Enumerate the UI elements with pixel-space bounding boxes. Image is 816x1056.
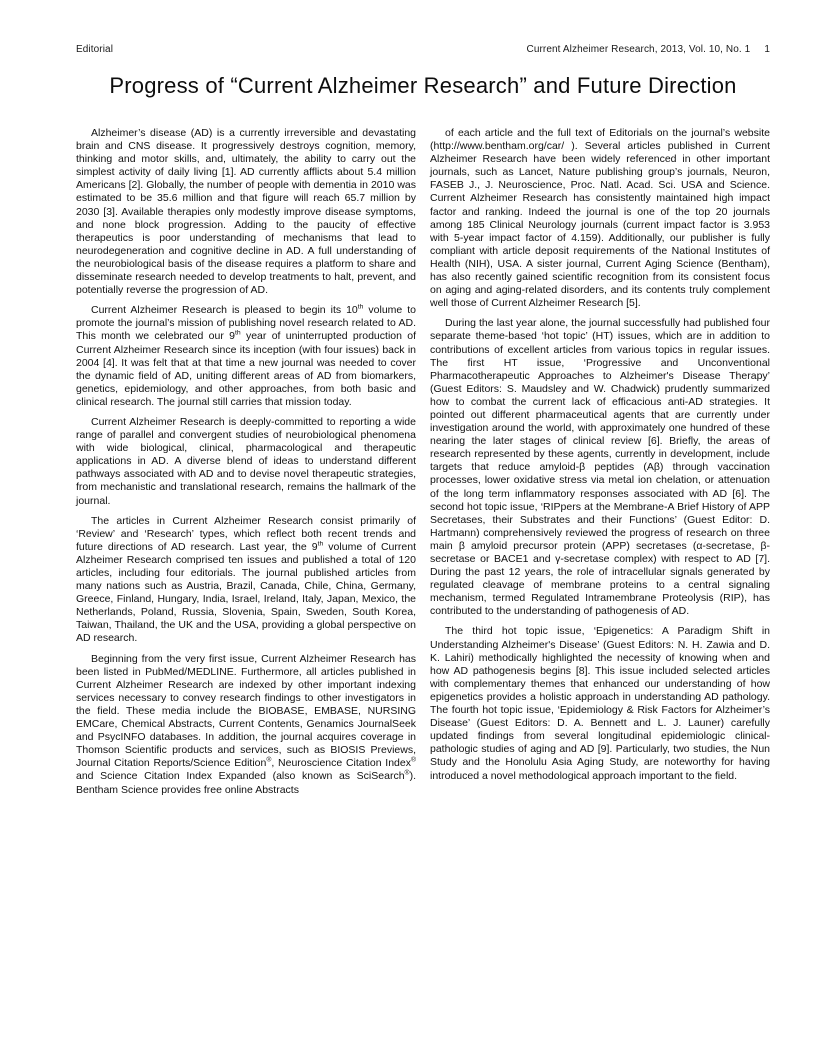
paragraph: During the last year alone, the journal successfully had published four separate theme-based ‘hot topic’ (HT) issues, which are in addition to contributions of excellent articles from various topics in regular issues. The first HT issue, ‘Progressive and Unconventional Pharmacotherapeutic Approaches to Alzheimer's Disease Therapy’ (Guest Editors: S. Maudsley and W. Chadwick) prudently summarized how to combat the current lack of efficacious anti-AD strategies. It pointed out different pharmaceutical agents that are currently under investigation around the world, with approximately one hundred of these nearing the later stages of clinical review [6]. Briefly, the areas of research represented by these agents, currently in development, include targets that reduce amyloid-β peptides (Aβ) through vaccination processes, lower oxidative stress via metal ion chelation, or attenuation of the long term inflammatory responses associated with AD [6]. The second hot topic issue, ‘RIPpers at the Membrane-A Brief History of APP Secretases, their Substrates and their Functions’ (Guest Editor: D. Hartmann) comprehensively reviewed the progress of research on three main β amyloid precursor protein (APP) secretases (α-secretase, β-secretase or BACE1 and γ-secretase complex) with respect to AD [7]. During the past 12 years, the role of intracellular signals generated by regulated cleavage of membrane proteins to a central signaling mechanism, termed Regulated Intramembrane Proteolysis (RIP), has contributed to the understanding of pathogenesis of AD. <box>430 317 770 618</box>
left-column <box>76 127 416 804</box>
page-number: 1 <box>764 44 770 55</box>
running-head-section: Editorial <box>76 44 114 55</box>
article-body <box>76 127 770 804</box>
running-head <box>76 44 770 55</box>
paragraph: Current Alzheimer Research is deeply-committed to reporting a wide range of parallel and convergent studies of neurobiological phenomena with wide biological, clinical, pharmacological and therapeutic applications in AD. A diverse blend of ideas to understand different pathways associated with AD and to devise novel therapeutic strategies, from mechanistic and translational research, remains the hallmark of the journal. <box>76 415 416 507</box>
article-title: Progress of “Current Alzheimer Research” and Future Direction <box>109 73 737 98</box>
paragraph: The third hot topic issue, ‘Epigenetics: A Paradigm Shift in Understanding Alzheimer's Disease’ (Guest Editors: N. H. Zawia and D. K. Lahiri) methodically highlighted the necessity of knowing when and how AD pathogenesis begins [8]. This issue included selected articles with complementary themes that enhanced our understanding of how epigenetics provides a holistic approach in understanding AD pathology. The fourth hot topic issue, ‘Epidemiology & Risk Factors for Alzheimer’s Disease’ (Guest Editors: D. A. Bennett and L. J. Launer) carefully updated findings from several longitudinal epidemiologic clinical-pathologic studies of aging and AD [9]. Particularly, two studies, the Nun Study and the Honolulu Asia Aging Study, are noteworthy for having introduced a novel methodological approach important to the field. <box>430 625 770 782</box>
running-head-right <box>527 44 770 55</box>
paragraph: Alzheimer’s disease (AD) is a currently irreversible and devastating brain and CNS disease. It progressively destroys cognition, memory, thinking and motor skills, and, ultimately, the ability to carry out the simplest activity of daily living [1]. AD currently afflicts about 5.4 million Americans [2]. Globally, the number of people with dementia in 2010 was estimated to be 35.6 million and that figure will reach 65.7 million by 2030 [3]. Available therapies only modestly improve disease symptoms, and none block progression. Adding to the paucity of effective therapeutics is poor understanding of mechanisms that lead to neurodegeneration and cognitive decline in AD. A full understanding of the neurobiological basis of the disease requires a platform to share and disseminate research needed to develop treatments to halt, prevent, and potentially reverse the progression of AD. <box>76 127 416 297</box>
running-head-journal-ref: Current Alzheimer Research, 2013, Vol. 10, No. 1 <box>526 44 751 55</box>
paragraph: Current Alzheimer Research is pleased to begin its 10th volume to promote the journal’s mission of publishing novel research related to AD. This month we celebrated our 9th year of uninterrupted production of Current Alzheimer Research since its inception (with four issues) back in 2004 [4]. It was felt that at that time a new journal was needed to cover the dynamic field of AD, uniting different areas of AD from biomarkers, genetics, epidemiology, and other approaches, from both basic and clinical research. The journal still carries that mission today. <box>76 303 417 408</box>
paragraph: Beginning from the very first issue, Current Alzheimer Research has been listed in PubMed/MEDLINE. Furthermore, all articles published in Current Alzheimer Research are indexed by other important indexing services necessary to convey research findings to other investigators in the field. These media include the BIOBASE, EMBASE, NURSING EMCare, Chemical Abstracts, Current Contents, Genamics JournalSeek and PsycINFO databases. In addition, the journal acquires coverage in Thomson Scientific products and services, such as BIOSIS Previews, Journal Citation Reports/Science Edition®, Neuroscience Citation Index® and Science Citation Index Expanded (also known as SciSearch®). Bentham Science provides free online Abstracts <box>76 652 417 796</box>
right-column <box>430 127 770 804</box>
paragraph: of each article and the full text of Editorials on the journal’s website (http://www.bentham.org/car/ ). Several articles published in Current Alzheimer Research have been widely referenced in other important journals, such as Lancet, Nature publishing group’s journals, Neuron, FASEB J., J. Neuroscience, Proc. Natl. Acad. Sci. USA and Science. Current Alzheimer Research has consistently maintained high impact factor and ranking. Indeed the journal is one of the top 20 journals among 185 Clinical Neurology journals (current impact factor is 3.953 with 5-year impact factor of 4.159). Additionally, our publisher is fully compliant with article deposit requirements of the National Institutes of Health (NIH), USA. A sister journal, Current Aging Science (Bentham), has also recently gained scientific recognition from its consistent focus on aging and aging-related disorders, and its contents truly complement well those of Current Alzheimer Research [5]. <box>430 127 770 310</box>
paragraph: The articles in Current Alzheimer Research consist primarily of ‘Review’ and ‘Research’ types, which reflect both recent trends and future directions of AD research. Last year, the 9th volume of Current Alzheimer Research comprised ten issues and published a total of 120 articles, including four editorials. The journal published articles from many nations such as Austria, Brazil, Canada, Chile, China, Germany, Greece, Finland, Hungary, India, Israel, Ireland, Italy, Japan, Mexico, the Netherlands, Poland, Russia, Slovenia, Spain, Sweden, South Korea, Taiwan, Thailand, the UK and the USA, providing a global perspective on AD research. <box>76 514 416 645</box>
